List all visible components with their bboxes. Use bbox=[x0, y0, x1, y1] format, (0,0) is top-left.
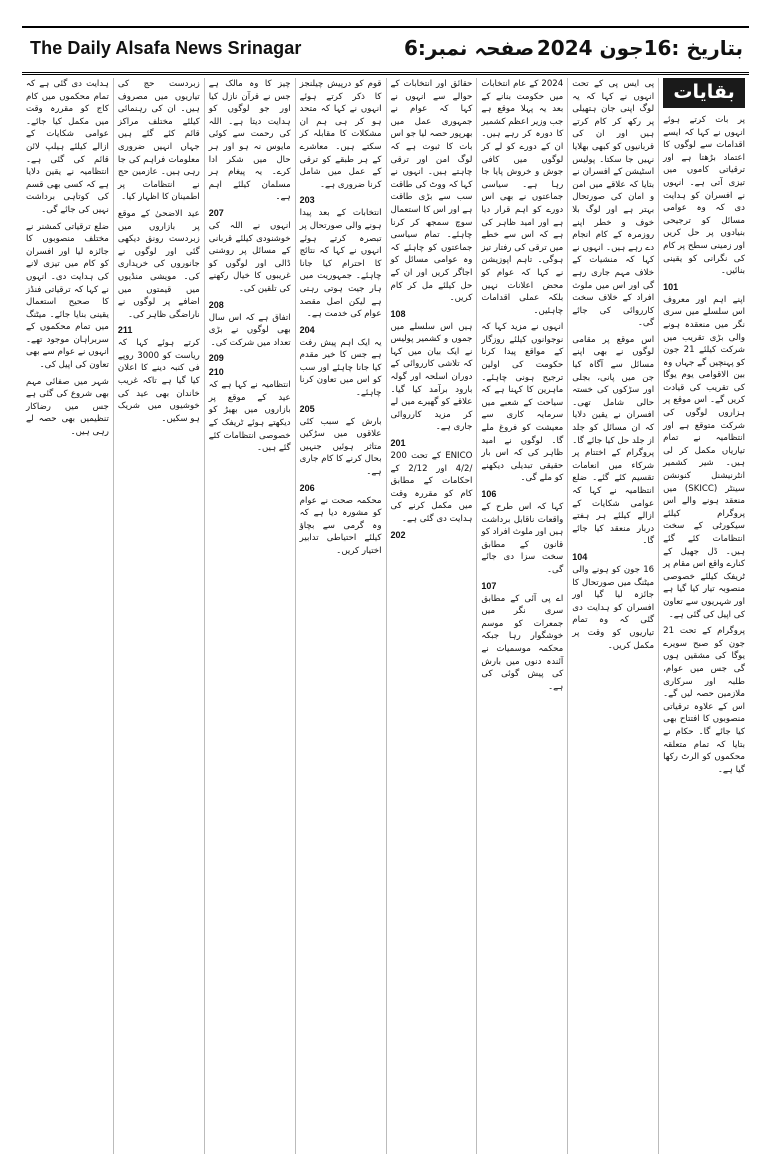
column-1 bbox=[658, 78, 749, 1154]
story-number: 106 bbox=[481, 489, 497, 499]
story-paragraph: 16 جون کو ہونے والی میٹنگ میں صورتحال کا جائزہ لیا گیا اور افسران کو ہدایت دی گئی کہ وہ تمام تیاریوں کو وقت پر مکمل کریں۔ bbox=[572, 564, 655, 651]
issue-date: بتاریخ :16جون 2024 bbox=[536, 36, 743, 60]
masthead bbox=[22, 26, 749, 75]
story-number: 205 bbox=[299, 403, 315, 414]
story-paragraph: اس موقع پر مقامی لوگوں نے بھی اپنے مسائل سے آگاہ کیا جن میں پانی، بجلی اور سڑکوں کی خستہ حالی شامل تھی۔ افسران نے یقین دلایا کہ ان مسائل کو جلد از جلد حل کیا جائے گا۔ پروگرام کے اختتام پر شرکاء میں انعامات تقسیم کئے گئے۔ ضلع انتظامیہ نے کہا کہ عوامی شکایات کے ازالے کیلئے ہر ہفتے دربار منعقد کیا جائے گا۔ bbox=[572, 334, 655, 547]
story-number: 211 bbox=[117, 325, 133, 336]
story-paragraph: پر بات کرتے ہوئے انہوں نے کہا کہ ایسے اقدامات سے لوگوں کا اعتماد بڑھتا ہے اور ترقیاتی کاموں میں تیزی آتی ہے۔ انہوں نے افسران کو ہدایت دی کہ وہ عوامی مسائل کو ترجیحی بنیادوں پر حل کریں اور زمینی سطح پر کام کی نگرانی کو یقینی بنائیں۔ bbox=[663, 115, 745, 277]
column-8 bbox=[22, 78, 113, 1154]
column-3 bbox=[476, 78, 567, 1154]
story-paragraph: کرتے ہوئے کہا کہ ریاست کو 3000 روپے فی کنبہ دینے کا اعلان کیا گیا ہے تاکہ غریب خاندان بھی عید کی خوشیوں میں شریک ہو سکیں۔ bbox=[117, 338, 200, 424]
story-paragraph: پی ایس پی کے تحت انہوں نے کہا کہ یہ لوگ اپنی جان ہتھیلی پر رکھ کر کام کرتے ہیں اور ان کی قربانیوں کو کبھی بھلایا نہیں جا سکتا۔ پولیس اسٹیشن کے افسران نے بتایا کہ علاقے میں امن و امان کی صورتحال بہتر ہے اور لوگ بلا خوف و خطر اپنے روزمرہ کے کام انجام دے رہے ہیں۔ انہوں نے کہا کہ منشیات کے خلاف مہم جاری رہے گی اور اس میں ملوث افراد کے خلاف سخت کارروائی کی جائے گی۔ bbox=[572, 79, 655, 329]
story-paragraph: یہ ایک اہم پیش رفت ہے جس کا خیر مقدم کیا جانا چاہئے اور سب کو اس میں تعاون کرنا چاہئے۔ bbox=[299, 337, 382, 399]
story-number: 108 bbox=[390, 308, 406, 319]
story-paragraph: حقائق اور انتخابات کے حوالے سے انہوں نے کہا کہ عوام نے جمہوری عمل میں بھرپور حصہ لیا جو اس بات کا ثبوت ہے کہ لوگ امن اور ترقی چاہتے ہیں۔ انہوں نے کہا کہ ووٹ کی طاقت سب سے بڑی طاقت ہے اور اس کا استعمال سوچ سمجھ کر کرنا چاہئے۔ تمام سیاسی جماعتوں کو چاہئے کہ وہ عوامی مسائل کو اجاگر کریں اور ان کے حل کیلئے مل کر کام کریں۔ bbox=[390, 79, 473, 304]
story-paragraph: انہوں نے مزید کہا کہ نوجوانوں کیلئے روزگار کے مواقع پیدا کرنا حکومت کی اولین ترجیح ہونی چاہئے۔ ماہرین کا کہنا ہے کہ سیاحت کے شعبے میں سرمایہ کاری سے معیشت کو فروغ ملے گا۔ لوگوں نے امید ظاہر کی کہ اس بار حقیقی تبدیلی دیکھنے کو ملے گی۔ bbox=[481, 322, 564, 484]
page-number: صفحہ نمبر:6 bbox=[404, 36, 535, 60]
story-number: 202 bbox=[390, 529, 406, 540]
story-number: 101 bbox=[663, 281, 679, 292]
story-number: 210 bbox=[208, 367, 224, 378]
section-title: بقایات bbox=[663, 78, 745, 108]
story-paragraph: پروگرام کے تحت 21 جون کو صبح سویرے یوگا کی مشقیں ہوں گی جس میں عوام، طلبہ اور سرکاری ملازمین حصہ لیں گے۔ اس کے علاوہ ترقیاتی منصوبوں کا افتتاح بھی کیا جائے گا۔ حکام نے بتایا کہ تمام متعلقہ محکموں کو الرٹ رکھا گیا ہے۔ bbox=[663, 626, 745, 775]
story-paragraph: چیز کا وہ مالک ہے جس نے قرآن نازل کیا اور جو لوگوں کو ہدایت دیتا ہے۔ اللہ کی رحمت سے کوئی مایوس نہ ہو اور ہر حال میں شکر ادا کرے۔ یہ پیغام ہر مسلمان کیلئے اہم ہے۔ bbox=[208, 79, 291, 203]
story-paragraph: انتظامیہ نے کہا ہے کہ عید کے موقع پر بازاروں میں بھیڑ کو دیکھتے ہوئے ٹریفک کے خصوصی انتظامات کئے گئے ہیں۔ bbox=[208, 380, 291, 454]
newspaper-title: The Daily Alsafa News Srinagar bbox=[30, 38, 302, 58]
story-paragraph: ہدایت دی گئی ہے کہ تمام محکموں میں کام کاج کو مقررہ وقت میں مکمل کیا جائے۔ عوامی شکایات کے ازالے کیلئے ہیلپ لائن قائم کی گئی ہے۔ انتظامیہ نے یقین دلایا ہے کہ کسی بھی قسم کی کوتاہی برداشت نہیں کی جائے گی۔ bbox=[26, 79, 109, 215]
story-paragraph: شہر میں صفائی مہم بھی شروع کی گئی ہے جس میں رضاکار تنظیمیں بھی حصہ لے رہی ہیں۔ bbox=[26, 376, 109, 438]
story-number: 107 bbox=[481, 580, 497, 591]
story-paragraph: اتفاق ہے کہ اس سال بھی لوگوں نے بڑی تعداد میں شرکت کی۔ bbox=[208, 312, 291, 348]
column-2 bbox=[567, 78, 658, 1154]
story-number: 203 bbox=[299, 195, 315, 206]
story-paragraph: ENICO کے تحت 200 /4/2 اور 2/12 کے احکامات کے مطابق کام کو مقررہ وقت میں مکمل کرنے کی ہدایت دی گئی ہے۔ bbox=[390, 451, 473, 524]
story-paragraph: ضلع ترقیاتی کمشنر نے مختلف منصوبوں کا جائزہ لیا اور افسران کو کام میں تیزی لانے کی ہدایت دی۔ انہوں نے کہا کہ ترقیاتی فنڈز کا صحیح استعمال یقینی بنایا جائے۔ میٹنگ میں تمام محکموں کے سربراہان موجود تھے۔ انہوں نے عوام سے بھی تعاون کی اپیل کی۔ bbox=[26, 221, 109, 371]
columns bbox=[22, 78, 749, 1154]
column-5 bbox=[295, 78, 386, 1154]
story-number: 104 bbox=[572, 551, 588, 562]
story-paragraph: بارش کے سبب کئی علاقوں میں سڑکیں متاثر ہوئیں جنہیں بحال کرنے کا کام جاری ہے۔ bbox=[299, 416, 382, 478]
column-6 bbox=[204, 78, 295, 1154]
story-number: 208 bbox=[208, 299, 224, 310]
story-number: 206 bbox=[299, 482, 315, 493]
story-number: 204 bbox=[299, 324, 315, 335]
story-paragraph: قوم کو درپیش چیلنجز کا ذکر کرتے ہوئے انہوں نے کہا کہ متحد ہو کر ہی ہم ان مشکلات کا مقابلہ کر سکتے ہیں۔ معاشرے کے ہر طبقے کو ترقی کے عمل میں شامل کرنا ضروری ہے۔ bbox=[299, 79, 382, 190]
story-paragraph: اپنے اہم اور معروف اس سلسلے میں سری نگر میں منعقدہ ہونے والی بڑی تقریب میں شرکت کیلئے 21 جون کو پہنچیں گے جہاں وہ بین الاقوامی یوم یوگا کی تقریب کی قیادت کریں گے۔ اس موقع پر ہزاروں لوگوں کی شرکت متوقع ہے اور انتظامیہ نے تمام تیاریاں مکمل کر لی ہیں۔ شیر کشمیر انٹرنیشنل کنونشن سینٹر (SKICC) میں منعقد ہونے والے اس پروگرام کیلئے سیکورٹی کے سخت انتظامات کئے گئے ہیں۔ ڈل جھیل کے کنارے واقع اس مقام پر ٹریفک کیلئے خصوصی منصوبہ تیار کیا گیا ہے اور شہریوں سے تعاون کی اپیل کی گئی ہے۔ bbox=[663, 294, 746, 620]
story-number: 207 bbox=[208, 207, 224, 218]
story-paragraph: 2024 کے عام انتخابات میں حکومت بنانے کے بعد یہ پہلا موقع ہے جب وزیر اعظم کشمیر کا دورہ کر رہے ہیں۔ ان کے دورے کو لے کر لوگوں میں کافی جوش و خروش پایا جا رہا ہے۔ سیاسی جماعتوں نے بھی اس دورے کو اہم قرار دیا ہے اور امید ظاہر کی ہے کہ اس سے خطے میں ترقی کی رفتار تیز ہوگی۔ تاہم اپوزیشن نے کہا کہ عوام کو محض اعلانات نہیں بلکہ عملی اقدامات چاہئیں۔ bbox=[481, 79, 564, 316]
story-paragraph: کہا کہ اس طرح کے واقعات ناقابل برداشت ہیں اور ملوث افراد کو قانون کے مطابق سخت سزا دی جائے گی۔ bbox=[481, 502, 564, 575]
column-4 bbox=[386, 78, 477, 1154]
story-number: 209 bbox=[208, 353, 224, 364]
story-paragraph: عید الاضحیٰ کے موقع پر بازاروں میں زبردست رونق دیکھی گئی اور لوگوں نے جانوروں کی خریداری کی۔ مویشی منڈیوں میں قیمتوں میں اضافے پر لوگوں نے ناراضگی ظاہر کی۔ bbox=[117, 208, 200, 320]
story-paragraph: انہوں نے اللہ کی خوشنودی کیلئے قربانی کے مسائل پر روشنی ڈالی اور لوگوں کو غریبوں کا خیال رکھنے کی تلقین کی۔ bbox=[208, 220, 291, 294]
column-7 bbox=[113, 78, 204, 1154]
story-paragraph: زبردست حج کی تیاریوں میں مصروف ہیں۔ ان کی رہنمائی کیلئے مختلف مراکز قائم کئے گئے ہیں جہاں انہیں ضروری معلومات فراہم کی جا رہی ہیں۔ عازمین حج نے انتظامات پر اطمینان کا اظہار کیا۔ bbox=[117, 79, 200, 203]
story-paragraph: ہیں اس سلسلے میں جموں و کشمیر پولیس نے ایک بیان میں کہا کہ تلاشی کارروائی کے دوران اسلحہ اور گولہ بارود برآمد کیا گیا۔ علاقے کو گھیرے میں لے کر مزید کارروائی جاری ہے۔ bbox=[390, 321, 473, 433]
story-paragraph: محکمہ صحت نے عوام کو مشورہ دیا ہے کہ وہ گرمی سے بچاؤ کیلئے احتیاطی تدابیر اختیار کریں۔ bbox=[299, 495, 382, 556]
story-paragraph: انتخابات کے بعد پیدا ہونے والی صورتحال پر تبصرہ کرتے ہوئے انہوں نے کہا کہ نتائج کا احترام کیا جانا چاہئے۔ جمہوریت میں ہار جیت ہوتی رہتی ہے لیکن اصل مقصد عوام کی خدمت ہے۔ bbox=[299, 208, 382, 320]
story-paragraph: اے پی آئی کے مطابق سری نگر میں جمعرات کو موسم خوشگوار رہا جبکہ محکمہ موسمیات نے آئندہ دنوں میں بارش کی پیش گوئی کی ہے۔ bbox=[481, 593, 564, 692]
newspaper-page bbox=[22, 26, 749, 1154]
story-number: 201 bbox=[390, 438, 406, 449]
